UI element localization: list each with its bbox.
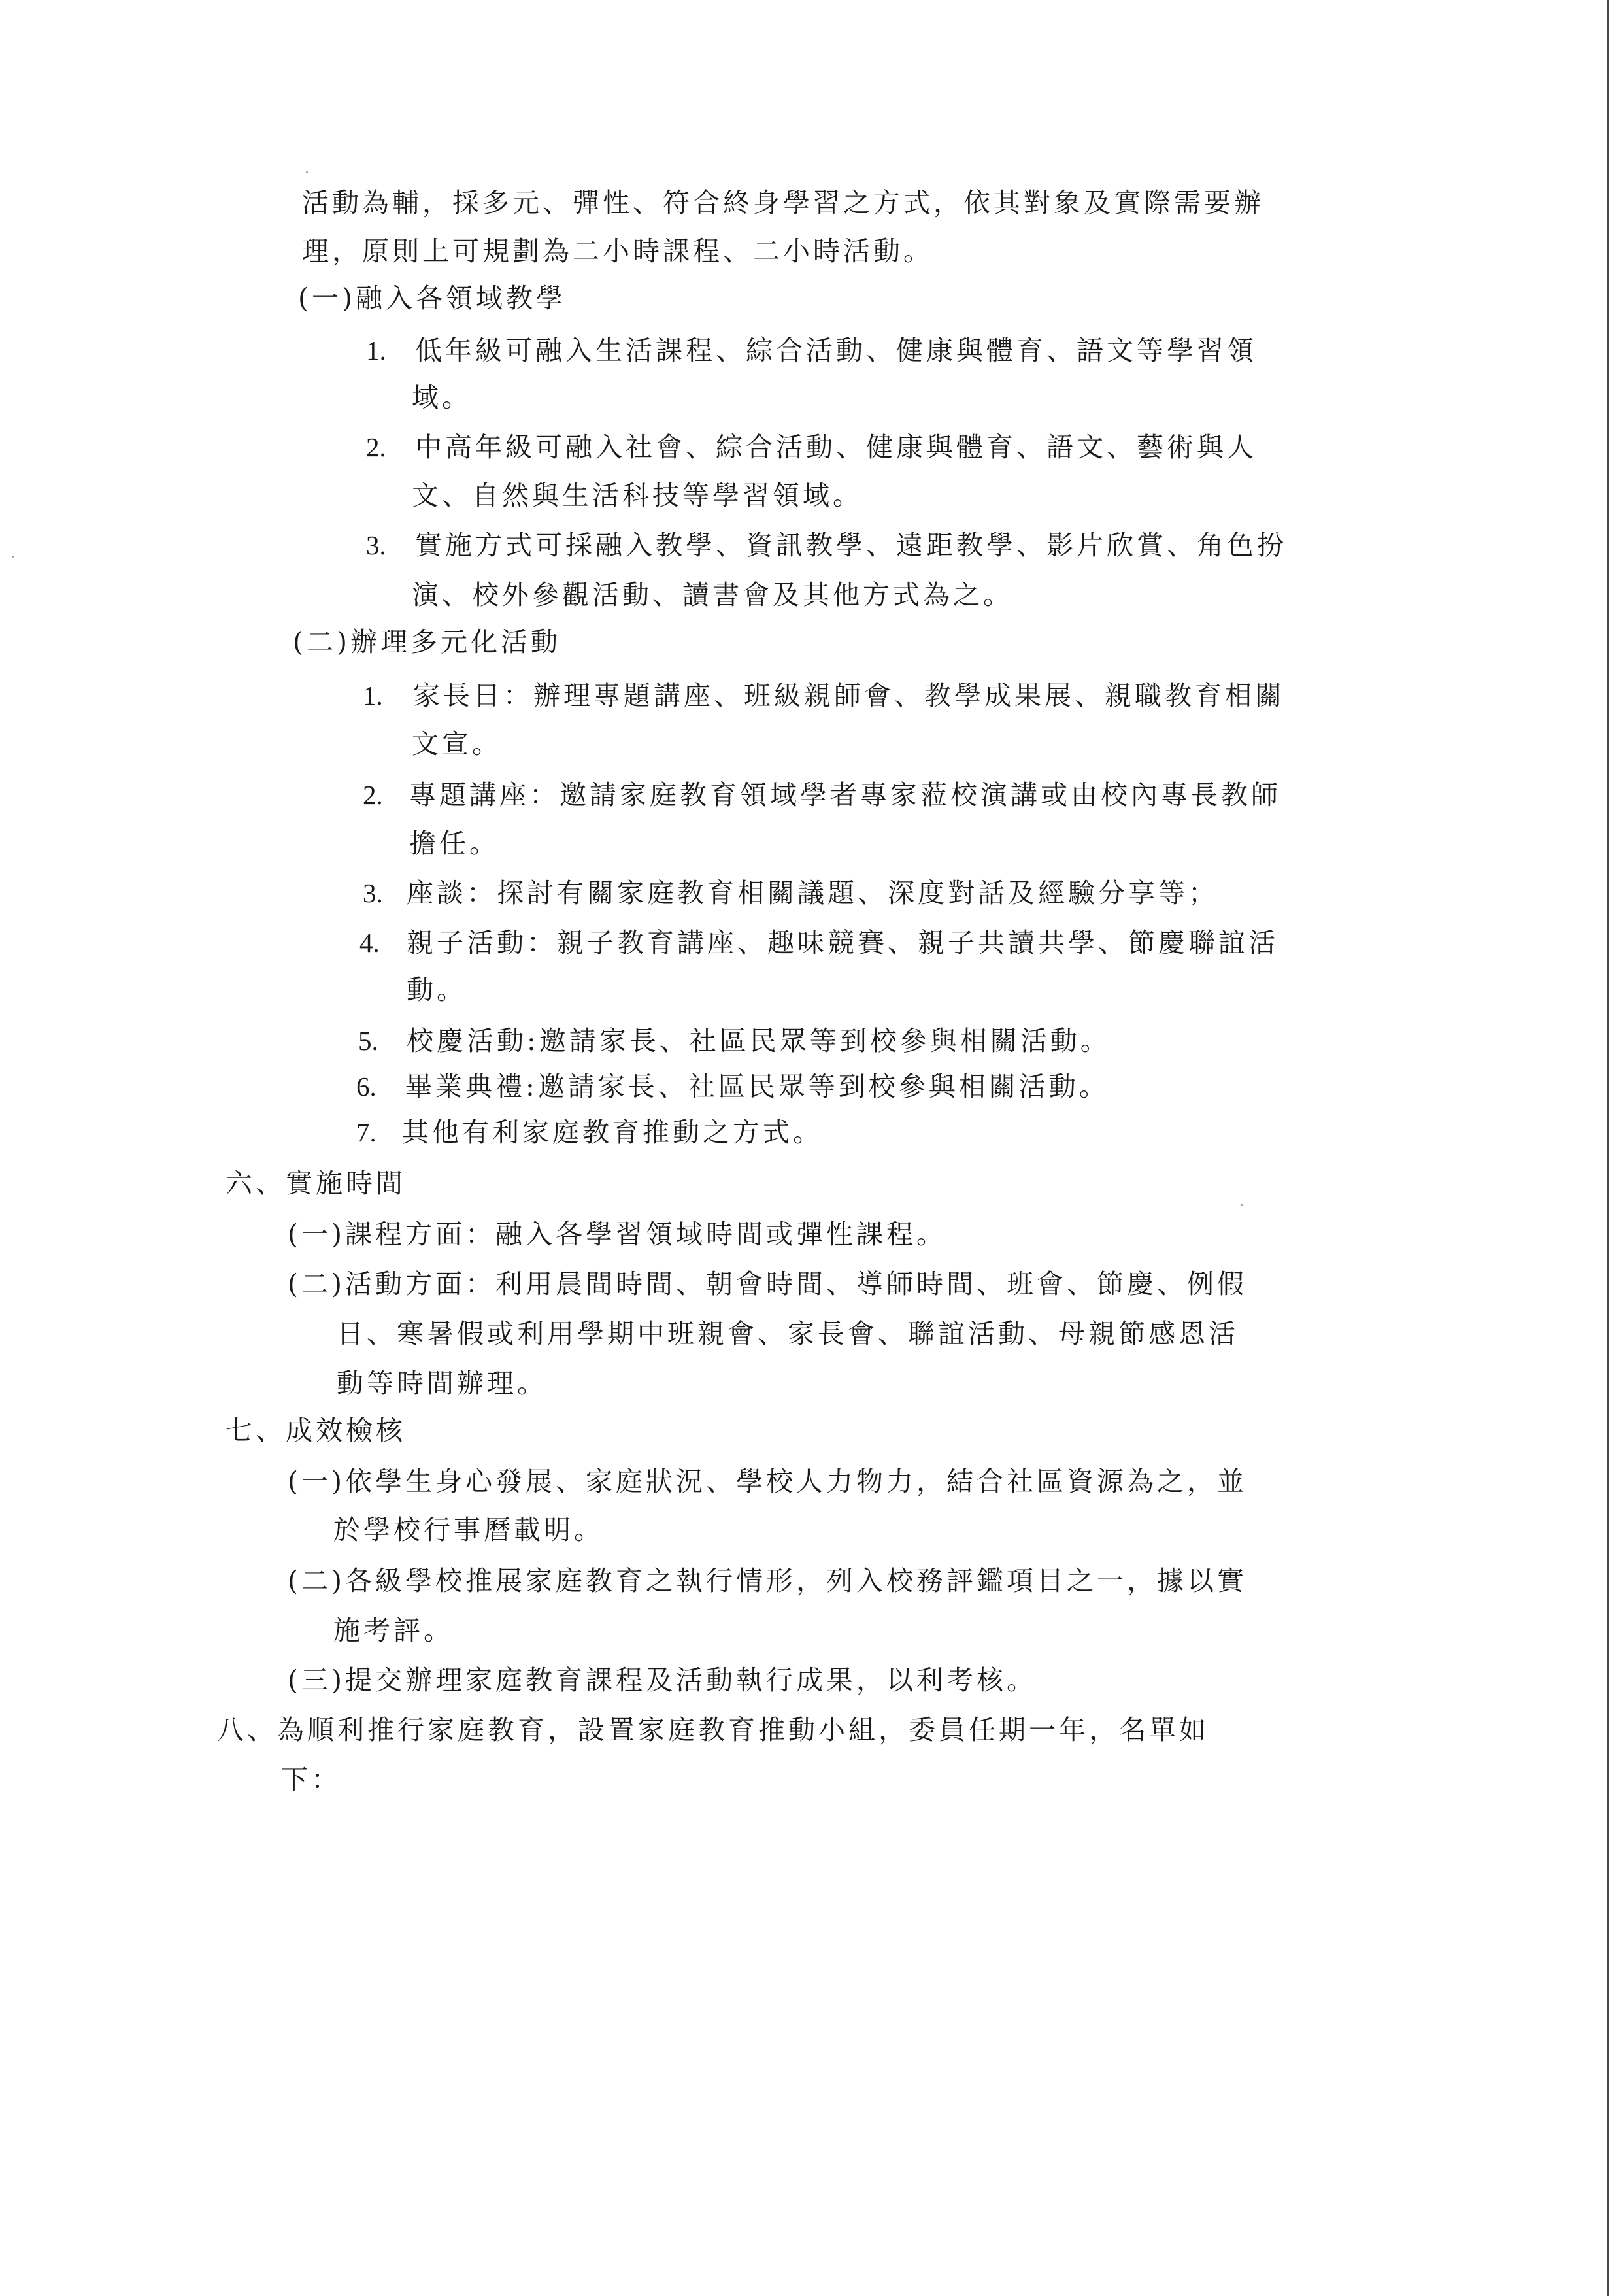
section6-course-aspect: (一)課程方面：融入各學習領域時間或彈性課程。 bbox=[288, 1219, 946, 1250]
list-item: 家長日：辦理專題講座、班級親師會、教學成果展、親職教育相關 bbox=[413, 680, 1285, 711]
list-item-continuation: 域。 bbox=[412, 382, 472, 413]
section7-item-1-continuation: 於學校行事曆載明。 bbox=[333, 1514, 604, 1545]
subheading-integrate-domains: (一)融入各領域教學 bbox=[298, 282, 566, 314]
list-number: 6. bbox=[356, 1072, 376, 1102]
scan-speck bbox=[12, 556, 14, 558]
section7-item-2: (二)各級學校推展家庭教育之執行情形，列入校務評鑑項目之一，據以實 bbox=[288, 1565, 1247, 1596]
list-number: 2. bbox=[363, 780, 383, 810]
list-number: 3. bbox=[366, 530, 386, 560]
list-number: 3. bbox=[363, 878, 383, 908]
list-item: 畢業典禮:邀請家長、社區民眾等到校參與相關活動。 bbox=[405, 1071, 1109, 1102]
list-number: 2. bbox=[366, 432, 386, 462]
section-eight-continuation: 下： bbox=[281, 1764, 341, 1795]
scan-page-edge bbox=[1607, 0, 1609, 2296]
section7-item-3: (三)提交辦理家庭教育課程及活動執行成果，以利考核。 bbox=[288, 1664, 1037, 1696]
section7-item-2-continuation: 施考評。 bbox=[333, 1615, 454, 1646]
list-item-continuation: 文、自然與生活科技等學習領域。 bbox=[412, 480, 863, 511]
section-heading-implementation-time: 六、實施時間 bbox=[226, 1168, 406, 1199]
scan-speck bbox=[1241, 1204, 1243, 1206]
list-item-continuation: 擔任。 bbox=[409, 828, 499, 859]
list-item: 實施方式可採融入教學、資訊教學、遠距教學、影片欣賞、角色扮 bbox=[415, 530, 1287, 561]
list-item: 校慶活動:邀請家長、社區民眾等到校參與相關活動。 bbox=[407, 1025, 1111, 1056]
list-number: 1. bbox=[363, 681, 383, 711]
list-item: 專題講座：邀請家庭教育領域學者專家蒞校演講或由校內專長教師 bbox=[409, 779, 1281, 811]
list-number: 5. bbox=[358, 1026, 378, 1056]
section-heading-evaluation: 七、成效檢核 bbox=[226, 1415, 406, 1446]
list-number: 7. bbox=[356, 1117, 376, 1147]
section6-activity-aspect: (二)活動方面：利用晨間時間、朝會時間、導師時間、班會、節慶、例假 bbox=[288, 1268, 1247, 1300]
list-item: 座談：探討有關家庭教育相關議題、深度對話及經驗分享等； bbox=[407, 877, 1218, 909]
list-item-continuation: 演、校外參觀活動、讀書會及其他方式為之。 bbox=[412, 579, 1013, 611]
list-item: 親子活動：親子教育講座、趣味競賽、親子共讀共學、節慶聯誼活 bbox=[407, 927, 1278, 958]
section6-activity-continuation: 日、寒暑假或利用學期中班親會、家長會、聯誼活動、母親節感恩活 bbox=[337, 1318, 1239, 1349]
list-item: 低年級可融入生活課程、綜合活動、健康與體育、語文等學習領 bbox=[415, 335, 1257, 366]
section7-item-1: (一)依學生身心發展、家庭狀況、學校人力物力，結合社區資源為之，並 bbox=[288, 1466, 1247, 1497]
list-item-continuation: 文宣。 bbox=[412, 728, 502, 760]
scan-speck bbox=[306, 171, 308, 173]
section-eight-paragraph: 八、為順利推行家庭教育，設置家庭教育推動小組，委員任期一年，名單如 bbox=[217, 1714, 1209, 1746]
subheading-diverse-activities: (二)辦理多元化活動 bbox=[293, 626, 561, 658]
intro-line: 活動為輔，採多元、彈性、符合終身學習之方式，依其對象及實際需要辦 bbox=[302, 187, 1264, 218]
list-number: 4. bbox=[359, 928, 380, 958]
intro-line: 理，原則上可規劃為二小時課程、二小時活動。 bbox=[302, 235, 933, 267]
list-item: 中高年級可融入社會、綜合活動、健康與體育、語文、藝術與人 bbox=[415, 431, 1257, 463]
list-number: 1. bbox=[366, 335, 386, 365]
list-item-continuation: 動。 bbox=[407, 974, 467, 1005]
section6-activity-continuation: 動等時間辦理。 bbox=[337, 1368, 547, 1399]
list-item: 其他有利家庭教育推動之方式。 bbox=[402, 1117, 823, 1148]
